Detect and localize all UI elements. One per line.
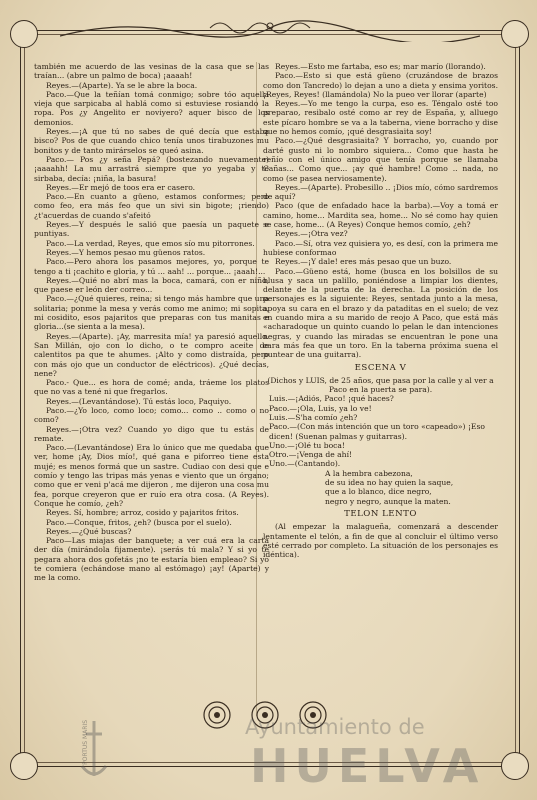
text-paragraph: Reyes.—¡A que tú no sabes de qué decía que estaba bisco? Pos de que cuando chico tenía unos tirabuzones mu bonitos y de tanto mirárselos se queó asina. (34, 127, 269, 155)
text-paragraph: Paco.—Güeno está, home (busca en los bolsillos de su blusa y saca un palillo, poniéndose a limpiar los dientes, delante de la puerta de la derecha. La posición de los personajes es la siguiente: Reyes, sentada junto a la mesa, apoya su cara en el brazo y da pataditas en el suelo; de vez en cuando mira a su marido de reojo A Paco, que está más «acharadoque un quinto cuando lo pelan le dan intenciones negras, y cuando las miradas se encuentran le pone una cara más fea que un toro. En la taberna próxima suena el puntear de una guitarra). (263, 266, 498, 360)
text-paragraph: Paco.—Esto si que está güeno (cruzándose de brazos como don Tancredo) lo dejan a uno a dieta y ensima yoritos. ¡Reyes, Reyes! (llamándola) No la pueo ver llorar (aparte) (263, 71, 498, 99)
text-paragraph: Uno.—(Cantando). (269, 459, 341, 469)
text-paragraph: Paco.—En cuanto a güeno, estamos conformes; pero como feo, era más feo que un sivi sin bigote; ¡riendo) ¿t'acuerdas de cuando s'afeitó (34, 192, 269, 220)
text-paragraph: Reyes.—Quié no abrí mas la boca, camará, con er niño, que paese er león der correo... (34, 275, 269, 295)
text-paragraph: Paco.- Que... es hora de comé; anda, tráeme los platos que no vas a tené ni que fregarlos. (34, 378, 269, 397)
corner-ornament-top-right (501, 20, 529, 48)
corner-ornament-bottom-left (10, 752, 38, 780)
text-paragraph: Reyes.—(Aparte). ¡Ay, marresita mía! ya paresió aquello. San Millán, ojo con lo dicho, o te compro aceite de calentitos pa que te ahumes. ¡Alto y como distraída, pero con más ojo que un conductor de eléctricos). ¿Qué decías, nene? (34, 331, 269, 378)
text-paragraph: Paco (que de enfadado hace la barba).—Voy a tomá er camino, home... Mardita sea, home... No sé como hay quien se case, home... (A Reyes) Conque hemos comío, ¿eh? (263, 201, 498, 230)
text-paragraph: Paco.—(Con más intención que un toro «capeado») ¡Eso dicen! (Suenan palmas y guitarras). (269, 422, 485, 441)
text-paragraph: Paco.—La verdad, Reyes, que emos sío mu pitorrones. (46, 238, 255, 248)
text-paragraph: negro y negro, aunque la maten. (325, 496, 451, 506)
text-paragraph: Reyes. Sí, hombre; arroz, cosido y pajaritos fritos. (46, 508, 239, 518)
text-paragraph: Reyes.—¿Qué buscas? (46, 526, 132, 536)
text-paragraph: Paco.—Pero ahora los pasamos mejores, yo, porque te tengo a ti ¡cachito e gloria, y tú ... aah! ... porque... ¡aaah!... (34, 257, 269, 276)
text-paragraph: Reyes.—Y después le salió que paesía un paquete e puntiyas. (34, 220, 269, 239)
text-paragraph: de su idea no hay quien la saque, (325, 478, 454, 488)
text-paragraph: Paco.—(Levantándose) Era lo único que me quedaba que ver, home ¡Ay, Dios mío!, qué gana e piforreo tiene esta mujé; es menos formá que un sastre. Cudiao con desi que e comío y tengo las tripas más yenas e viento que un órgano; como que er veni p'acá me dijeron , me dijeron una cosa mu fea, porque creyeron que er ruío era otra cosa. (A Reyes). Conque he comío, ¿eh? (34, 443, 269, 508)
text-paragraph: Reyes.—Esto me fartaba, eso es; mar marío (llorando). (275, 62, 486, 71)
section-heading: ESCENA V (354, 362, 407, 373)
right-column (263, 62, 498, 559)
watermark-line-2: HUELVA (250, 739, 485, 793)
seal-watermark-icon (74, 716, 114, 786)
text-paragraph: Reyes.—Er mejó de toos era er casero. (46, 182, 196, 192)
text-paragraph: (Al empezar la malagueña, comenzará a descender lentamente el telón, a fin de que al concluir el último verso esté cerrado por completo. La situación de los personajes es idéntica). (263, 522, 498, 560)
text-paragraph: Paco.—¡Ola, Luis, ya lo ve! (269, 403, 372, 413)
seal-text: PORTUS MARIS (82, 720, 89, 765)
text-paragraph: Reyes.—¡Y dale! eres más pesao que un buzo. (275, 257, 452, 267)
text-paragraph: Luis.—¡Adiós, Paco! ¡qué haces? (269, 394, 394, 404)
text-paragraph: Reyes.—(Aparte). Ya se le abre la boca. (46, 80, 198, 90)
text-paragraph: Otro.—¡Venga de ahí! (269, 450, 353, 460)
text-paragraph: Luis.—S'ha comío ¿eh? (269, 412, 358, 422)
text-paragraph: Paco.— Pos ¿y seña Pepá? (bostezando nuevamente) ¡aaaahh! La mu arrastrá siempre que yo yegaba y te sirbaba, decía: ¡niña, la basura! (34, 154, 269, 183)
section-heading: TELON LENTO (344, 508, 417, 519)
text-paragraph: Paco.—Que la teñían tomá conmigo; sobre tóo aquella vieja que sarpicaba al hablá como si estuviese rosiando la ropa. Pos ¿y Angelito er noviyero? aquer bisco de los demonios. (34, 89, 269, 127)
text-paragraph: que a lo blanco, dice negro, (325, 487, 432, 497)
text-paragraph: Paco.—¿Qué desgrasiaita? Y borracho, yo, cuando por darté gusto ni lo nombro siquiera... Como que hasta he reñío con el único amigo que tenía porque se llamaba Cañas... Como que... ¡ay qué hambre! Como .. nada, no como (se pasea nerviosamente). (263, 136, 498, 183)
text-paragraph: (Dichos y LUIS, de 25 años, que pasa por la calle y al ver a Paco en la puerta se para). (267, 375, 494, 395)
text-paragraph: Reyes.—¡Otra vez? (275, 229, 348, 239)
text-paragraph: Reyes.—¡Otra vez? Cuando yo digo que tu estás de remate. (34, 424, 269, 443)
text-paragraph: Reyes.—(Levantándose). Tú estás loco, Paquiyo. (46, 396, 232, 406)
corner-ornament-top-left (10, 20, 38, 48)
text-paragraph: también me acuerdo de las vesinas de la casa que se las traían... (abre un palmo de boca) ¡aaaah! (34, 62, 269, 81)
left-column (34, 62, 269, 583)
text-paragraph: Paco.—Sí, otra vez quisiera yo, es desí, con la primera me hubiese conformao (263, 238, 498, 257)
text-paragraph: Uno.—¡Olé tu boca! (269, 440, 345, 450)
text-paragraph: Reyes.—(Aparte). Probesillo .. ¡Dios mío, cómo sardremos de aquí? (263, 182, 498, 202)
text-paragraph: Reyes.—Y hemos pesao mu güenos ratos. (46, 247, 206, 257)
text-paragraph: Paco.—¿Qué quieres, reina; si tengo más hambre que una solitaria; ponme la mesa y verás como me animo; mi sopita, mi cosidito, esos pajaritos que preparas con tus manitas e gloria...(se sienta a la mesa). (34, 294, 269, 332)
text-paragraph: Paco.—Conque, fritos, ¿eh? (busca por el suelo). (46, 517, 232, 527)
watermark-line-1: Ayuntamiento de (245, 715, 425, 739)
top-flourish-ornament (60, 14, 480, 42)
text-paragraph: Paco.—¿Yo loco, como loco; como... como .. como o no como? (34, 405, 269, 425)
archive-watermark (120, 705, 537, 800)
text-paragraph: A la hembra cabezona, (325, 468, 413, 478)
text-paragraph: Paco—Las miajas der banquete; a ver cuá era la carta der día (mirándola fijamente). ¡serás tú mala? Y si yo te pegara ahora dos gofetás ¡no te estaría bien empleao? Si yo te comiera (echándose mano al estómago) ¡ay! (Aparte) y me la como. (34, 536, 269, 583)
text-paragraph: Reyes.—Yo me tengo la curpa, eso es. Téngalo osté too preparao, resibalo osté como ar rey de España, y, alluego este pícaro hombre se va a la taberna, viene borracho y dise que no hemos comío, ¡qué desgrasiaita soy! (263, 99, 498, 137)
